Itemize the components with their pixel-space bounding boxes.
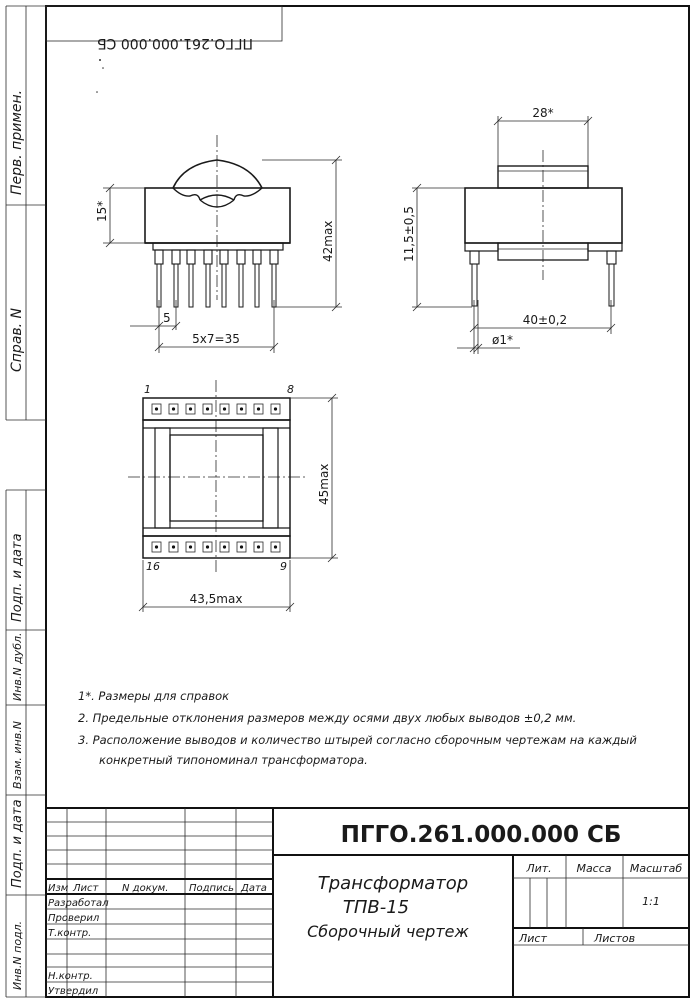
top-code-stamp: [46, 6, 282, 93]
row-t-kontr: Т.контр.: [48, 928, 92, 939]
pin-label-16: 16: [146, 560, 160, 573]
dim-plan-43-5max: 43,5max: [189, 592, 243, 606]
title-block: [46, 808, 689, 997]
col-data: Дата: [241, 883, 267, 894]
scale-value: 1:1: [642, 895, 660, 908]
col-n-dokum: N докум.: [122, 883, 169, 894]
label-lit: Лит.: [526, 862, 552, 875]
label-list: Лист: [519, 932, 547, 945]
pin-label-9: 9: [280, 560, 287, 573]
title-line-2: ТПВ-15: [342, 897, 410, 918]
row-proveril: Проверил: [48, 913, 100, 924]
front-view: [95, 135, 342, 353]
side-label-sprav-n: Справ. N: [9, 307, 25, 372]
title-line-3: Сборочный чертеж: [307, 922, 469, 941]
side-view: [402, 106, 622, 354]
side-label-inv-podl: Инв.N подл.: [11, 920, 24, 990]
dim-pin-diameter-1: ø1*: [492, 333, 513, 347]
col-list: Лист: [73, 883, 99, 894]
dim-pin-span-35: 5x7=35: [192, 332, 240, 346]
dim-front-42max: 42max: [321, 220, 335, 262]
side-label-perv-primen: Перв. примен.: [9, 89, 25, 195]
note-2: 2. Предельные отклонения размеров между осями двух любых выводов ±0,2 мм.: [78, 711, 577, 725]
note-3: 3. Расположение выводов и количество штырей согласно сборочным чертежам на каждый: [78, 733, 637, 747]
dim-side-width-28: 28*: [532, 106, 554, 120]
plan-view: [128, 380, 338, 612]
row-razrabotal: Разработал: [48, 898, 109, 909]
side-label-inv-dubl: Инв.N дубл.: [11, 632, 24, 701]
col-podpis: Подпись: [189, 883, 234, 894]
row-n-kontr: Н.контр.: [48, 971, 93, 982]
dim-front-height-15: 15*: [95, 200, 109, 222]
side-label-vzam-inv: Взам. инв.N: [11, 721, 24, 789]
side-label-podp-data-1: Подп. и дата: [10, 533, 25, 622]
label-massa: Масса: [576, 862, 612, 875]
dim-pin-pitch-5: 5: [163, 311, 171, 325]
pin-label-8: 8: [287, 383, 294, 396]
title-line-1: Трансформатор: [317, 873, 469, 894]
pin-label-1: 1: [144, 383, 151, 396]
dim-side-width-40: 40±0,2: [522, 313, 568, 327]
row-utverdil: Утвердил: [48, 986, 99, 997]
dim-plan-45max: 45max: [317, 463, 331, 505]
dim-side-height-11-5: 11,5±0,5: [402, 206, 416, 262]
mirrored-doc-code: ПГГО.261.000.000 СБ: [97, 35, 253, 51]
technical-notes: [78, 689, 637, 767]
note-3-continued: конкретный типономинал трансформатора.: [99, 753, 368, 767]
note-1: 1*. Размеры для справок: [78, 689, 230, 703]
front-view-pins: [155, 250, 278, 307]
drawing-frame: [6, 6, 689, 997]
col-izm: Изм: [48, 883, 69, 894]
side-label-podp-data-2: Подп. и дата: [10, 799, 25, 888]
doc-code: ПГГО.261.000.000 СБ: [340, 822, 622, 848]
label-listov: Листов: [594, 932, 636, 945]
label-masshtab: Масштаб: [629, 862, 683, 875]
